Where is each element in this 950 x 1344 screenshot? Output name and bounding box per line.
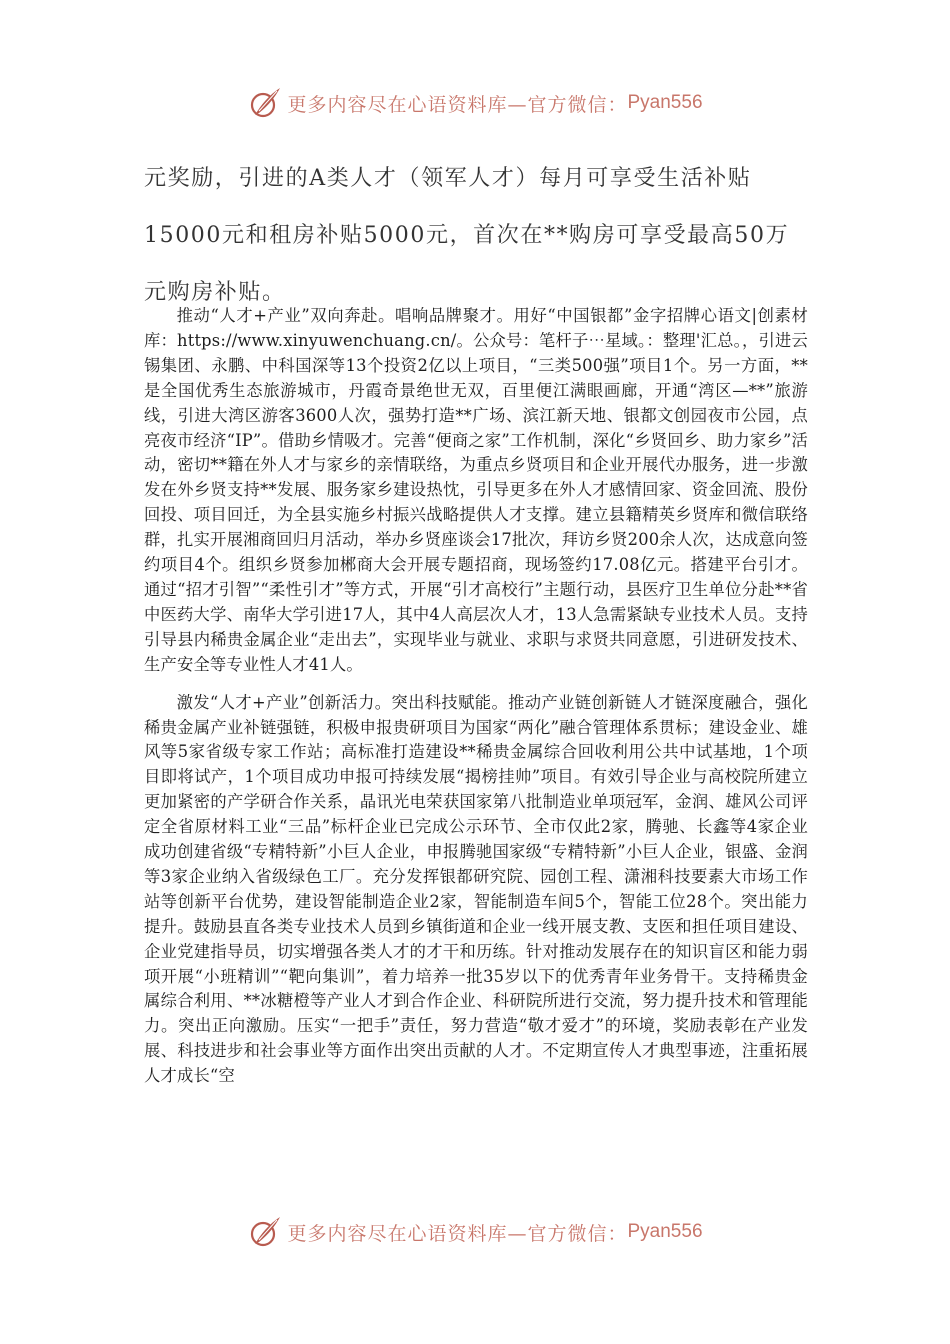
- footer-banner: [0, 1212, 950, 1252]
- quill-logo-icon: [247, 85, 283, 121]
- header-banner: [0, 83, 950, 123]
- banner-text: 更多内容尽在心语资料库—官方微信：: [287, 93, 628, 116]
- quill-logo-icon: [247, 1214, 283, 1250]
- banner-handle: Pyan556: [627, 92, 703, 113]
- document-body: [144, 304, 808, 1102]
- banner-handle: Pyan556: [627, 1221, 703, 1242]
- paragraph-innovation: 激发“人才+产业”创新活力。突出科技赋能。推动产业链创新链人才链深度融合，强化稀贵金属产业补链强链，积极申报贵研项目为国家“两化”融合管理体系贯标；建设金业、雄风等5家省级专家工作站；高标准打造建设**稀贵金属综合回收利用公共中试基地，1个项目即将试产，1个项目成功申报可持续发展“揭榜挂帅”项目。有效引导企业与高校院所建立更加紧密的产学研合作关系，晶讯光电荣获国家第八批制造业单项冠军，金润、雄风公司评定全省原材料工业“三品”标杆企业已完成公示环节、全市仅此2家，腾驰、长鑫等4家企业成功创建省级“专精特新”小巨人企业，申报腾驰国家级“专精特新”小巨人企业，银盛、金润等3家企业纳入省级绿色工厂。充分发挥银都研究院、园创工程、潇湘科技要素大市场工作站等创新平台优势，建设智能制造企业2家，智能制造车间5个，智能工位28个。突出能力提升。鼓励县直各类专业技术人员到乡镇街道和企业一线开展支教、支医和担任项目建设、企业党建指导员，切实增强各类人才的才干和历练。针对推动发展存在的知识盲区和能力弱项开展“小班精训”“靶向集训”，着力培养一批35岁以下的优秀青年业务骨干。支持稀贵金属综合利用、**冰糖橙等产业人才到合作企业、科研院所进行交流，努力提升技术和管理能力。突出正向激励。压实“一把手”责任，努力营造“敬才爱才”的环境，奖励表彰在产业发展、科技进步和社会事业等方面作出突出贡献的人才。不定期宣传人才典型事迹，注重拓展人才成长“空: [144, 692, 808, 1086]
- paragraph-talent-industry: 推动“人才+产业”双向奔赴。唱响品牌聚才。用好“中国银都”金字招牌心语文|创素材库：https://www.xinyuwenchuang.cn/。公众号：笔杆子⋯星域。：整理'汇总。，引进云锡集团、永鹏、中科国深等13个投资2亿以上项目，“三类500强”项目1个。另一方面，**是全国优秀生态旅游城市，丹霞奇景绝世无双，百里便江满眼画廊，开通“湾区—**”旅游线，引进大湾区游客3600人次，强势打造**广场、滨江新天地、银都文创园夜市公园，点亮夜市经济“IP”。借助乡情吸才。完善“便商之家”工作机制，深化“乡贤回乡、助力家乡”活动，密切**籍在外人才与家乡的亲情联络，为重点乡贤项目和企业开展代办服务，进一步激发在外乡贤支持**发展、服务家乡建设热忱，引导更多在外人才感情回家、资金回流、股份回投、项目回迁，为全县实施乡村振兴战略提供人才支撑。建立县籍精英乡贤库和微信联络群，扎实开展湘商回归月活动，举办乡贤座谈会17批次，拜访乡贤200余人次，达成意向签约项目4个。组织乡贤参加郴商大会开展专题招商，现场签约17.08亿元。搭建平台引才。通过“招才引智”“柔性引才”等方式，开展“引才高校行”主题行动，县医疗卫生单位分赴**省中医药大学、南华大学引进17人，其中4人高层次人才，13人急需紧缺专业技术人员。支持引导县内稀贵金属企业“走出去”，实现毕业与就业、求职与求贤共同意愿，引进研发技术、生产安全等专业性人才41人。: [144, 306, 808, 674]
- lead-paragraph: 元奖励，引进的A类人才（领军人才）每月可享受生活补贴15000元和租房补贴5000元，首次在**购房可享受最高50万元购房补贴。: [144, 166, 790, 305]
- banner-text: 更多内容尽在心语资料库—官方微信：: [287, 1222, 628, 1245]
